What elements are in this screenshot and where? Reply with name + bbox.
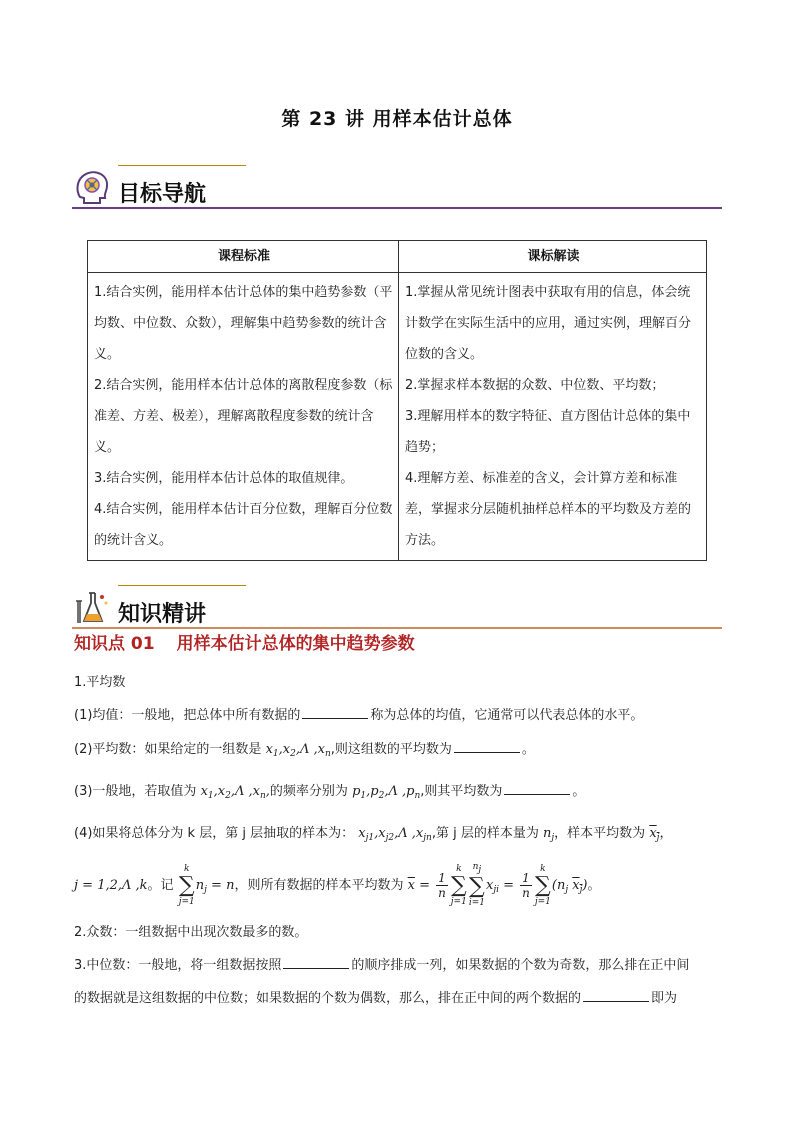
equals-sign: =: [499, 878, 519, 893]
text-fragment: (1)均值：一般地，把总体中所有数据的: [74, 708, 301, 723]
interpretation-item: 3.理解用样本的数字特征、直方图估计总体的集中趋势；: [405, 409, 691, 455]
formula-nj: $n_j$: [542, 826, 555, 843]
paragraph-median-1: [74, 954, 689, 973]
text-fragment: ，则所有数据的样本平均数为: [234, 878, 404, 893]
fill-blank: [504, 782, 570, 795]
fill-blank: [454, 740, 520, 753]
text-fragment: ,则其平均数为: [420, 784, 503, 799]
text-fragment: 。: [572, 784, 586, 799]
table-header-cell: 课程标准: [88, 241, 399, 273]
formula-values: $x_1,x_2,\Lambda$ $,x_n$,: [200, 784, 270, 801]
formula-stratum-sample: $x_{j1},x_{j2},\Lambda$ $,x_{jn}$: [358, 826, 432, 843]
standard-item: 3.结合实例，能用样本估计总体的取值规律。: [94, 471, 354, 486]
text-fragment: 。记: [147, 878, 174, 893]
sum-symbol: k ∑ j=1: [534, 863, 551, 907]
text-fragment: ，样本平均数为: [554, 826, 646, 841]
formula-j-range: j = 1,2,Λ ,k: [74, 878, 148, 893]
fill-blank: [583, 989, 649, 1002]
text-fragment: 。: [587, 878, 601, 893]
knowledge-point-heading: 用样本估计总体的集中趋势参数: [176, 634, 415, 654]
text-fragment: ,第 j 层的样本量为: [431, 826, 539, 841]
sum-symbol: k ∑ j=1: [450, 863, 467, 907]
heading-mean: 1.平均数: [74, 675, 126, 690]
paragraph-median-2: [74, 987, 677, 1006]
fraction-one-over-n: $\frac{1}{n}$: [438, 871, 446, 900]
section-top-rule: [118, 585, 246, 586]
text-fragment: 3.中位数：一般地，将一组数据按照: [74, 958, 282, 973]
knowledge-point-title: [74, 629, 415, 654]
interpretation-item: 2.掌握求样本数据的众数、中位数、平均数；: [405, 378, 665, 393]
fill-blank: [302, 706, 368, 719]
formula-nj-xj: ($n_j$ $x_j$): [551, 878, 588, 895]
fill-blank: [283, 956, 349, 969]
sum-symbol: nj ∑ i=1: [468, 862, 485, 908]
interpretation-item: 4.理解方差、标准差的含义，会计算方差和标准差，掌握求分层随机抽样总样本的平均数及方差的方法。: [405, 471, 692, 548]
page-title: 第 23 讲 用样本估计总体: [281, 108, 513, 130]
table-header-row: [88, 241, 707, 273]
text-fragment: 的数据就是这组数据的中位数；如果数据的个数为偶数，那么，排在正中间的两个数据的: [74, 991, 582, 1006]
formula-xji: $x_{ji}$: [485, 878, 499, 895]
text-fragment: 的频率分别为: [269, 784, 348, 799]
section-header-knowledge: [72, 585, 722, 635]
interpretation-cell: [399, 273, 707, 561]
section-title-goals: 目标导航: [118, 182, 207, 207]
standard-item: 1.结合实例，能用样本估计总体的集中趋势参数（平均数、中位数、众数），理解集中趋势参数的统计含义。: [94, 285, 393, 362]
standard-item: 4.结合实例，能用样本估计百分位数，理解百分位数的统计含义。: [94, 502, 393, 548]
text-fragment: (3)一般地，若取值为: [74, 784, 197, 799]
paragraph-mode: 2.众数：一组数据中出现次数最多的数。: [74, 925, 308, 940]
text-fragment: (2)平均数：如果给定的一组数是: [74, 742, 262, 757]
standards-cell: [88, 273, 399, 561]
fraction-one-over-n: $\frac{1}{n}$: [522, 871, 530, 900]
table-header-cell: 课标解读: [399, 241, 707, 273]
paragraph-average: [74, 738, 535, 759]
section-bottom-rule: [72, 207, 722, 209]
standard-item: 2.结合实例，能用样本估计总体的离散程度参数（标准差、方差、极差），理解离散程度参数的统计含义。: [94, 378, 393, 455]
curriculum-table: [87, 240, 707, 561]
lab-flask-icon: [72, 587, 112, 627]
text-fragment: ,则这组数的平均数为: [330, 742, 452, 757]
section-header-goals: [72, 165, 722, 215]
text-fragment: (4)如果将总体分为 k 层，第 j 层抽取的样本为：: [74, 826, 355, 841]
text-fragment: 即为: [651, 991, 678, 1006]
brain-gear-icon: [72, 167, 112, 207]
formula-sequence: $x_1,x_2,\Lambda$ $,x_n$: [265, 742, 331, 759]
text-fragment: 的顺序排成一列，如果数据的个数为奇数，那么排在正中间: [351, 958, 690, 973]
formula-frequencies: $p_1,p_2,\Lambda$ $,p_n$: [352, 784, 421, 801]
section-top-rule: [118, 165, 246, 166]
text-fragment: 。: [521, 742, 535, 757]
paragraph-weighted-average: [74, 780, 585, 801]
table-row: [88, 273, 707, 561]
paragraph-mean-definition: [74, 704, 643, 723]
interpretation-item: 1.掌握从常见统计图表中获取有用的信息，体会统计数学在实际生活中的应用，通过实例，理解百分位数的含义。: [405, 285, 692, 362]
formula-sum-nj: $n_j = n$: [195, 878, 235, 895]
formula-xbar: $\overline{x}$: [407, 878, 415, 893]
paragraph-stratified: [74, 822, 672, 843]
equals-sign: =: [414, 878, 435, 893]
knowledge-point-id: 知识点 01: [74, 634, 155, 654]
text-fragment: ，: [659, 826, 673, 841]
sum-symbol: k ∑ j=1: [178, 863, 195, 907]
text-fragment: 称为总体的均值，它通常可以代表总体的水平。: [370, 708, 644, 723]
section-title-knowledge: 知识精讲: [118, 602, 207, 627]
paragraph-stratified-formula: [74, 862, 601, 909]
formula-xj-bar: $x_j$: [649, 826, 660, 843]
